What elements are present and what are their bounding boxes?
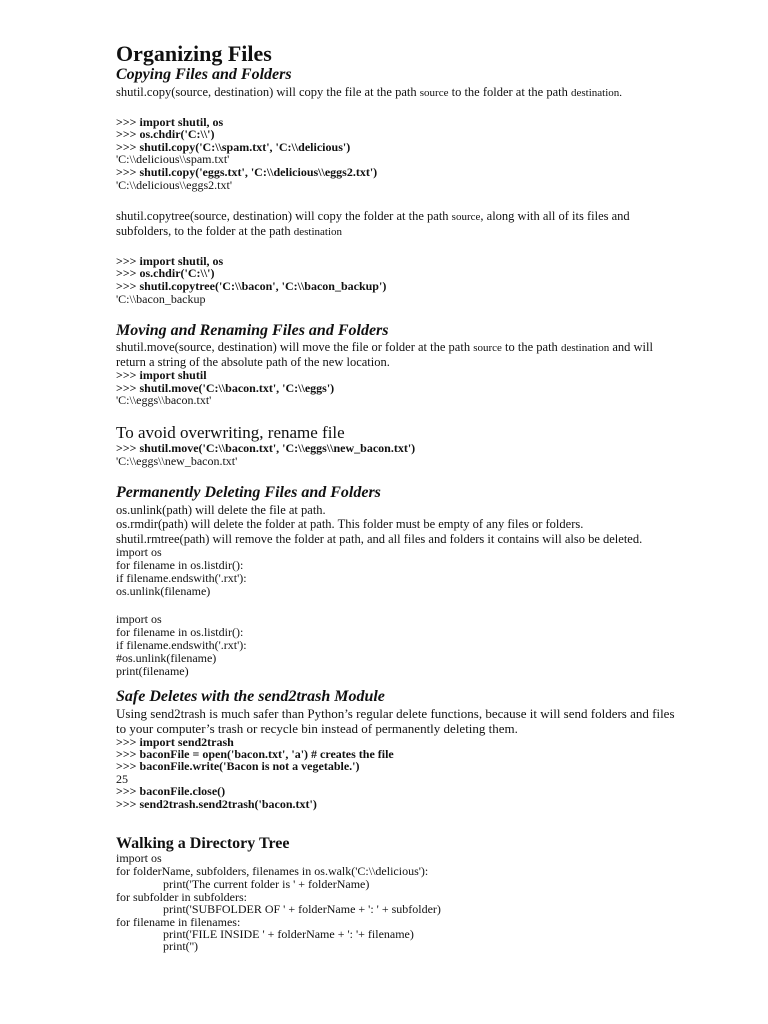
code-line: >>> os.chdir('C:\\') — [116, 266, 215, 280]
rename-note: To avoid overwriting, rename file — [116, 423, 345, 442]
code-line: >>> send2trash.send2trash('bacon.txt') — [116, 797, 317, 811]
section-heading-send2trash: Safe Deletes with the send2trash Module — [116, 688, 385, 705]
desc-term: destination. — [571, 87, 623, 99]
code-line: >>> shutil.move('C:\\bacon.txt', 'C:\\eggs') — [116, 381, 335, 395]
delete-description: shutil.rmtree(path) will remove the folder at path, and all files and folders it contains will also be deleted. — [116, 532, 643, 546]
desc-text: and will — [609, 340, 653, 354]
delete-description: os.rmdir(path) will delete the folder at path. This folder must be empty of any files or folders. — [116, 517, 584, 531]
section-heading-walking: Walking a Directory Tree — [116, 835, 290, 852]
desc-term: source — [451, 211, 481, 223]
code-line: >>> import send2trash — [116, 735, 234, 749]
code-line: print('FILE INSIDE ' + folderName + ': '+ filename) — [163, 927, 414, 941]
desc-text: shutil.copytree(source, destination) will copy the folder at the path — [116, 209, 452, 223]
send2trash-description: to your computer’s trash or recycle bin instead of permanently deleting them. — [116, 721, 518, 736]
section-heading-copying: Copying Files and Folders — [116, 66, 292, 83]
code-line: >>> baconFile = open('bacon.txt', 'a') # creates the file — [116, 747, 394, 761]
code-line: if filename.endswith('.rxt'): — [116, 638, 247, 652]
code-line: >>> import shutil, os — [116, 115, 224, 129]
desc-term: source — [419, 87, 449, 99]
code-output: 'C:\\delicious\\spam.txt' — [116, 152, 230, 166]
copytree-description — [116, 209, 630, 223]
code-output: 'C:\\eggs\\bacon.txt' — [116, 393, 212, 407]
code-line: for folderName, subfolders, filenames in os.walk('C:\\delicious'): — [116, 864, 429, 878]
code-line: print(filename) — [116, 664, 189, 678]
move-description — [116, 340, 653, 354]
desc-text: to the folder at the path — [448, 85, 571, 99]
code-line: os.unlink(filename) — [116, 584, 211, 598]
copytree-description — [116, 224, 342, 238]
code-line: for filename in os.listdir(): — [116, 558, 244, 572]
page-title: Organizing Files — [116, 41, 272, 66]
desc-text: shutil.copy(source, destination) will copy the file at the path — [116, 85, 420, 99]
code-line: for filename in os.listdir(): — [116, 625, 244, 639]
code-output: 'C:\\delicious\\eggs2.txt' — [116, 178, 232, 192]
code-output: 'C:\\eggs\\new_bacon.txt' — [116, 454, 238, 468]
code-line: >>> shutil.copy('eggs.txt', 'C:\\delicious\\eggs2.txt') — [116, 165, 378, 179]
code-line: >>> shutil.move('C:\\bacon.txt', 'C:\\eggs\\new_bacon.txt') — [116, 441, 416, 455]
code-line: >>> import shutil, os — [116, 254, 224, 268]
desc-term: source — [473, 342, 502, 354]
desc-text: to the path — [501, 340, 561, 354]
delete-description: os.unlink(path) will delete the file at path. — [116, 503, 326, 517]
code-line: >>> shutil.copy('C:\\spam.txt', 'C:\\delicious') — [116, 140, 351, 154]
code-output: 25 — [116, 772, 128, 786]
code-line: print('The current folder is ' + folderName) — [163, 877, 370, 891]
code-line: >>> baconFile.close() — [116, 784, 226, 798]
code-line: #os.unlink(filename) — [116, 651, 217, 665]
section-heading-moving: Moving and Renaming Files and Folders — [116, 322, 389, 339]
desc-text: , along with all of its files and — [480, 209, 630, 223]
code-line: >>> baconFile.write('Bacon is not a vegetable.') — [116, 759, 360, 773]
code-line: for subfolder in subfolders: — [116, 890, 247, 904]
code-line: import os — [116, 851, 162, 865]
code-line: >>> shutil.copytree('C:\\bacon', 'C:\\bacon_backup') — [116, 279, 387, 293]
section-heading-deleting: Permanently Deleting Files and Folders — [116, 484, 381, 501]
code-line: if filename.endswith('.rxt'): — [116, 571, 247, 585]
desc-term: destination — [560, 342, 610, 354]
code-line: print('SUBFOLDER OF ' + folderName + ': ' + subfolder) — [163, 902, 441, 916]
desc-text: shutil.move(source, destination) will move the file or folder at the path — [116, 340, 474, 354]
desc-text: subfolders, to the folder at the path — [116, 224, 294, 238]
code-line: import os — [116, 612, 162, 626]
send2trash-description: Using send2trash is much safer than Python’s regular delete functions, because it will send folders and files — [116, 706, 675, 721]
code-line: print('') — [163, 939, 198, 953]
code-line: for filename in filenames: — [116, 915, 241, 929]
code-line: import os — [116, 545, 162, 559]
code-line: >>> import shutil — [116, 368, 207, 382]
code-output: 'C:\\bacon_backup — [116, 292, 206, 306]
copy-description — [116, 85, 622, 99]
desc-term: destination — [293, 226, 343, 238]
move-description: return a string of the absolute path of the new location. — [116, 355, 390, 369]
code-line: >>> os.chdir('C:\\') — [116, 127, 215, 141]
